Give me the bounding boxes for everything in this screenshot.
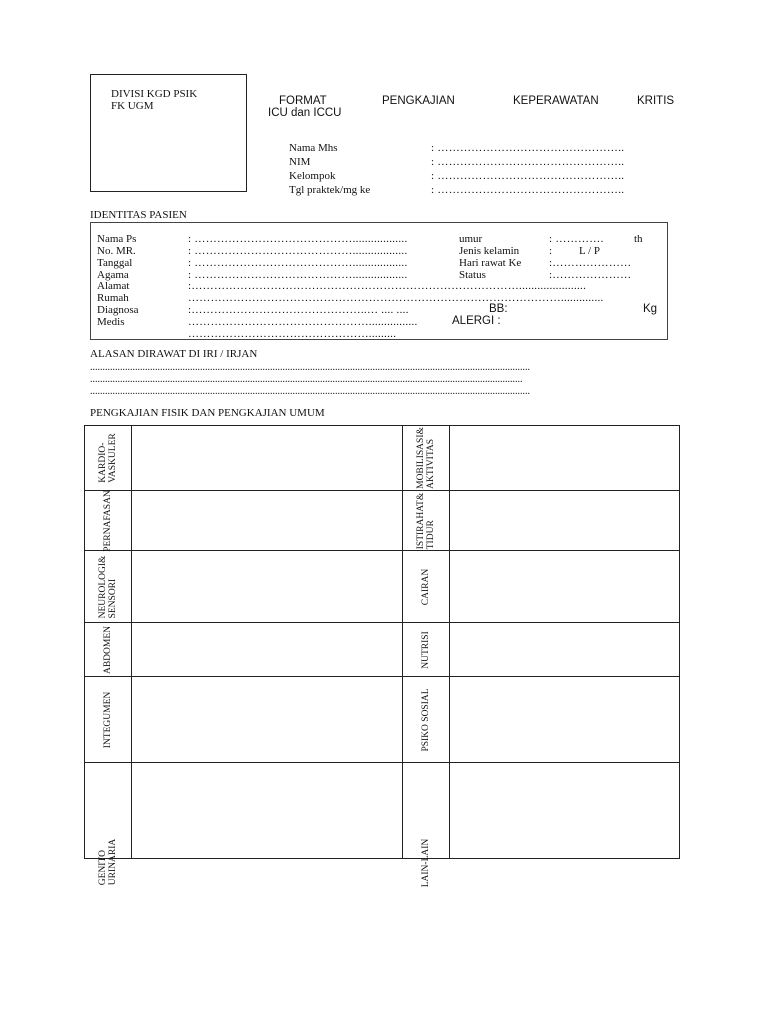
patient-label-status: Status	[459, 269, 486, 281]
patient-label-umur: umur	[459, 233, 483, 245]
table-row	[85, 763, 680, 859]
label-nutrisi: NUTRISI	[421, 630, 431, 669]
reason-line-3[interactable]: ................................................................................................................................................................................	[90, 386, 530, 397]
patient-value-medis-cont[interactable]: ………………………………………….........	[188, 328, 397, 340]
patient-value-umur[interactable]: : ………….	[549, 233, 604, 245]
row-label-cell	[85, 491, 132, 551]
patient-value-rumah[interactable]: ………………………………………………………………………………………..............	[188, 292, 604, 304]
label-mobilisasi: MOBILISASI& AKTIVITAS	[416, 427, 436, 489]
student-value-tgl[interactable]: : …………………………………………..	[431, 184, 625, 196]
patient-value-diagnosa[interactable]: :………………………………………..… .... ....	[188, 304, 409, 316]
label-neurologi: NEUROLOGI& SENSORI	[98, 555, 118, 618]
row-label-cell	[403, 551, 450, 623]
table-row	[85, 491, 680, 551]
label-istirahat: ISTIRAHAT& TIDUR	[416, 492, 436, 549]
patient-value-alamat[interactable]: :……………………………………………………………………………......................	[188, 280, 587, 292]
entry-cell-kardiovaskuler[interactable]	[132, 426, 403, 491]
patient-label-rumah: Rumah	[97, 292, 129, 304]
student-label-nama: Nama Mhs	[289, 142, 338, 154]
patient-value-nama[interactable]: : ……………………………………..................	[188, 233, 408, 245]
patient-section-title: IDENTITAS PASIEN	[90, 209, 187, 221]
student-label-nim: NIM	[289, 156, 311, 168]
student-value-nama[interactable]: : …………………………………………..	[431, 142, 625, 154]
reason-line-2[interactable]: .............................................................................................................................................................................	[90, 374, 523, 385]
student-value-nim[interactable]: : …………………………………………..	[431, 156, 625, 168]
patient-label-tanggal: Tanggal	[97, 257, 133, 269]
title-word-pengkajian: PENGKAJIAN	[382, 95, 455, 107]
row-label-cell	[403, 677, 450, 763]
table-row	[85, 623, 680, 677]
patient-value-status[interactable]: :…………………	[549, 269, 632, 281]
patient-umur-suffix: th	[634, 233, 643, 245]
label-genito-urinaria: GENITO URINARIA	[98, 838, 118, 886]
table-row	[85, 426, 680, 491]
patient-label-alamat: Alamat	[97, 280, 130, 292]
row-label-cell	[403, 491, 450, 551]
label-psiko-sosial: PSIKO SOSIAL	[421, 687, 431, 752]
entry-cell-psiko-sosial[interactable]	[450, 677, 680, 763]
patient-value-medis[interactable]: …………………………………………................	[188, 316, 418, 328]
assessment-table	[84, 425, 680, 888]
patient-value-hari-rawat[interactable]: :…………………	[549, 257, 632, 269]
title-word-format: FORMAT	[279, 95, 327, 107]
row-label-cell	[403, 623, 450, 677]
entry-cell-neurologi[interactable]	[132, 551, 403, 623]
label-lain-lain: LAIN-LAIN	[421, 838, 431, 888]
row-label-cell	[85, 551, 132, 623]
row-label-cell	[403, 763, 450, 888]
entry-cell-integumen[interactable]	[132, 677, 403, 763]
row-label-cell	[85, 426, 132, 491]
bb-label: BB:	[489, 303, 508, 315]
student-label-tgl: Tgl praktek/mg ke	[289, 184, 371, 196]
patient-label-medis: Medis	[97, 316, 125, 328]
label-integumen: INTEGUMEN	[103, 691, 113, 748]
entry-cell-abdomen[interactable]	[132, 623, 403, 677]
entry-cell-mobilisasi[interactable]	[450, 426, 680, 491]
table-row	[85, 551, 680, 623]
title-line-2: ICU dan ICCU	[268, 107, 342, 119]
patient-label-agama: Agama	[97, 269, 129, 281]
label-kardiovaskuler: KARDIO- VASKULER	[98, 433, 118, 483]
entry-cell-istirahat[interactable]	[450, 491, 680, 551]
table-row	[85, 677, 680, 763]
title-word-kritis: KRITIS	[637, 95, 675, 107]
entry-cell-lain-lain[interactable]	[450, 763, 680, 859]
patient-label-mr: No. MR.	[97, 245, 136, 257]
entry-cell-cairan[interactable]	[450, 551, 680, 623]
unit-box	[90, 74, 247, 192]
patient-label-nama: Nama Ps	[97, 233, 137, 245]
kg-label: Kg	[643, 303, 658, 315]
entry-cell-genito-urinaria[interactable]	[132, 763, 403, 859]
unit-name-line-1: DIVISI KGD PSIK	[111, 88, 198, 100]
row-label-cell	[403, 426, 450, 491]
patient-label-jk: Jenis kelamin	[459, 245, 520, 257]
reason-title: ALASAN DIRAWAT DI IRI / IRJAN	[90, 348, 258, 360]
unit-name-line-2: FK UGM	[111, 100, 154, 112]
entry-cell-nutrisi[interactable]	[450, 623, 680, 677]
student-label-kelompok: Kelompok	[289, 170, 336, 182]
reason-line-1[interactable]: ................................................................................................................................................................................	[90, 362, 530, 373]
row-label-cell	[85, 763, 132, 886]
patient-value-tanggal[interactable]: : ……………………………………..................	[188, 257, 408, 269]
assessment-title: PENGKAJIAN FISIK DAN PENGKAJIAN UMUM	[90, 407, 325, 419]
title-word-keperawatan: KEPERAWATAN	[513, 95, 599, 107]
alergi-label: ALERGI :	[452, 315, 501, 327]
patient-label-diagnosa: Diagnosa	[97, 304, 139, 316]
entry-cell-pernafasan[interactable]	[132, 491, 403, 551]
patient-gender-options[interactable]: L / P	[579, 245, 600, 257]
label-pernafasan: PERNAFASAN	[103, 489, 113, 552]
row-label-cell	[85, 677, 132, 763]
patient-value-jk: :	[549, 245, 553, 257]
patient-value-mr[interactable]: : ……………………………………..................	[188, 245, 408, 257]
patient-label-hari-rawat: Hari rawat Ke	[459, 257, 522, 269]
patient-value-agama[interactable]: : ……………………………………..................	[188, 269, 408, 281]
row-label-cell	[85, 623, 132, 677]
label-abdomen: ABDOMEN	[103, 625, 113, 674]
student-value-kelompok[interactable]: : …………………………………………..	[431, 170, 625, 182]
label-cairan: CAIRAN	[421, 568, 431, 605]
